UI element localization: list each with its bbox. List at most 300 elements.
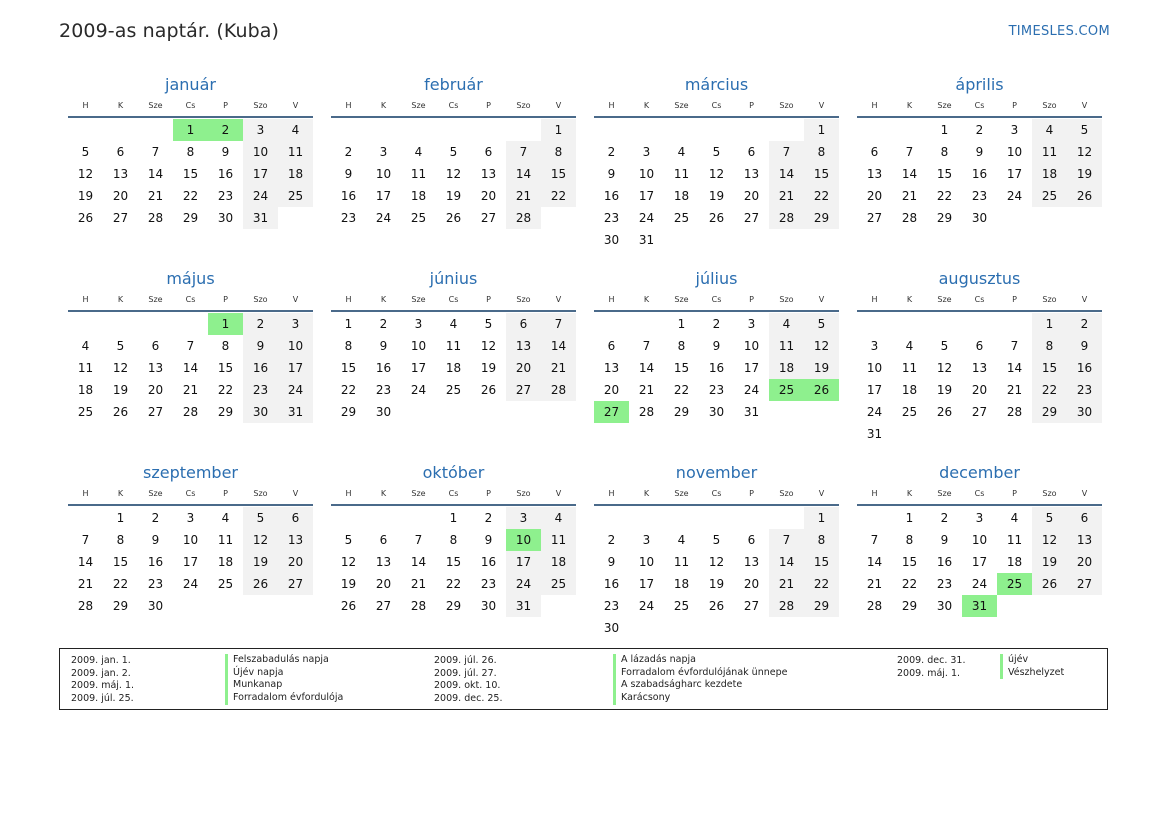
weekday-label: K: [380, 489, 387, 498]
day-cell: 8: [221, 339, 230, 353]
day-cell: 5: [1067, 119, 1102, 141]
month-name: május: [166, 269, 215, 288]
day-cell: 15: [445, 555, 462, 569]
day-cell: 17: [1006, 167, 1023, 181]
day-cell: 26: [340, 599, 357, 613]
day-cell: 28: [901, 211, 918, 225]
weekday-label: V: [818, 295, 825, 304]
day-cell: 1: [905, 511, 914, 525]
empty-cell: [857, 507, 892, 529]
day-cell: 24: [410, 383, 427, 397]
day-cell: 7: [414, 533, 423, 547]
day-cell: 11: [278, 141, 313, 163]
day-cell: 25: [445, 383, 462, 397]
day-cell: 16: [375, 361, 392, 375]
day-cell: 13: [1067, 529, 1102, 551]
month-name: október: [422, 463, 485, 482]
day-cell: 4: [769, 313, 804, 335]
day-cell: 22: [673, 383, 690, 397]
day-cell: 10: [1006, 145, 1023, 159]
day-cell: 15: [936, 167, 953, 181]
empty-cell: [594, 119, 629, 141]
day-cell: 29: [445, 599, 462, 613]
weekday-header: [594, 96, 839, 118]
day-cell: 11: [217, 533, 234, 547]
day-cell: 11: [673, 555, 690, 569]
day-cell: 6: [870, 145, 879, 159]
day-cell: 15: [673, 361, 690, 375]
empty-cell: [331, 119, 366, 141]
holiday-day: 26: [804, 379, 839, 401]
empty-cell: [594, 507, 629, 529]
day-cell: 28: [182, 405, 199, 419]
legend-holiday-name: Munkanap: [225, 679, 282, 692]
weekday-label: Szo: [253, 295, 268, 304]
holiday-day: 2: [208, 119, 243, 141]
day-cell: 31: [278, 401, 313, 423]
weekday-label: Sze: [411, 489, 426, 498]
weekday-label: V: [292, 489, 299, 498]
site-link[interactable]: TIMESLES.COM: [1008, 24, 1110, 39]
day-cell: 18: [278, 163, 313, 185]
day-cell: 26: [243, 573, 278, 595]
day-cell: 27: [866, 211, 883, 225]
weekday-label: Szo: [253, 101, 268, 110]
day-cell: 11: [673, 167, 690, 181]
weekday-label: V: [292, 101, 299, 110]
day-cell: 10: [638, 555, 655, 569]
empty-cell: [401, 119, 436, 141]
day-grid: [68, 312, 313, 423]
day-cell: 13: [278, 529, 313, 551]
month-name: február: [424, 75, 483, 94]
day-cell: 1: [1032, 313, 1067, 335]
day-cell: 5: [804, 313, 839, 335]
weekday-label: Cs: [974, 101, 985, 110]
day-cell: 27: [506, 379, 541, 401]
day-cell: 25: [77, 405, 94, 419]
day-cell: 1: [677, 317, 686, 331]
day-cell: 16: [603, 577, 620, 591]
weekday-label: V: [818, 489, 825, 498]
weekday-header: [68, 484, 313, 506]
weekday-label: Sze: [937, 101, 952, 110]
day-cell: 8: [804, 529, 839, 551]
day-cell: 23: [375, 383, 392, 397]
day-cell: 14: [769, 551, 804, 573]
day-cell: 28: [506, 207, 541, 229]
day-cell: 12: [77, 167, 94, 181]
legend-holiday-name: Vészhelyzet: [1000, 667, 1064, 680]
weekday-label: Cs: [974, 295, 985, 304]
day-cell: 24: [866, 405, 883, 419]
day-cell: 16: [603, 189, 620, 203]
weekday-label: Sze: [937, 489, 952, 498]
day-cell: 15: [541, 163, 576, 185]
day-cell: 18: [1032, 163, 1067, 185]
empty-cell: [401, 507, 436, 529]
day-cell: 24: [182, 577, 199, 591]
day-cell: 4: [541, 507, 576, 529]
day-cell: 12: [112, 361, 129, 375]
month-calendar: [331, 462, 576, 656]
day-cell: 5: [243, 507, 278, 529]
day-cell: 28: [769, 207, 804, 229]
day-cell: 26: [936, 405, 953, 419]
weekday-header: [68, 290, 313, 312]
day-cell: 29: [340, 405, 357, 419]
day-cell: 3: [379, 145, 388, 159]
day-cell: 4: [221, 511, 230, 525]
weekday-label: P: [1012, 101, 1017, 110]
weekday-label: K: [117, 489, 124, 498]
day-cell: 2: [151, 511, 160, 525]
day-cell: 7: [642, 339, 651, 353]
month-calendar: [857, 74, 1102, 268]
day-cell: 9: [1067, 335, 1102, 357]
day-cell: 20: [603, 383, 620, 397]
weekday-header: [857, 96, 1102, 118]
day-cell: 28: [866, 599, 883, 613]
day-cell: 6: [116, 145, 125, 159]
weekday-label: V: [555, 489, 562, 498]
weekday-label: Sze: [411, 295, 426, 304]
weekday-label: Cs: [448, 295, 459, 304]
day-cell: 12: [1032, 529, 1067, 551]
day-cell: 2: [712, 317, 721, 331]
day-cell: 26: [1032, 573, 1067, 595]
day-cell: 26: [708, 599, 725, 613]
day-cell: 8: [186, 145, 195, 159]
day-cell: 30: [708, 405, 725, 419]
day-cell: 9: [975, 145, 984, 159]
day-cell: 11: [769, 335, 804, 357]
day-cell: 24: [278, 379, 313, 401]
month-calendar: [331, 74, 576, 268]
empty-cell: [138, 313, 173, 335]
weekday-label: P: [223, 489, 228, 498]
day-cell: 3: [642, 533, 651, 547]
legend-date: 2009. júl. 25.: [71, 692, 134, 704]
day-cell: 8: [541, 141, 576, 163]
day-cell: 27: [375, 599, 392, 613]
day-cell: 21: [410, 577, 427, 591]
day-cell: 19: [1067, 163, 1102, 185]
weekday-label: K: [643, 295, 650, 304]
day-cell: 16: [147, 555, 164, 569]
weekday-label: P: [223, 101, 228, 110]
day-cell: 2: [940, 511, 949, 525]
weekday-label: Cs: [185, 489, 196, 498]
weekday-header: [594, 290, 839, 312]
day-cell: 5: [940, 339, 949, 353]
weekday-label: P: [486, 101, 491, 110]
day-cell: 9: [940, 533, 949, 547]
day-cell: 25: [673, 599, 690, 613]
day-cell: 31: [243, 207, 278, 229]
day-cell: 10: [278, 335, 313, 357]
day-cell: 6: [607, 339, 616, 353]
day-cell: 13: [112, 167, 129, 181]
weekday-label: H: [345, 101, 352, 110]
weekday-label: P: [1012, 489, 1017, 498]
day-cell: 22: [445, 577, 462, 591]
month-calendar: [594, 74, 839, 268]
day-cell: 27: [743, 211, 760, 225]
weekday-label: Cs: [711, 101, 722, 110]
day-cell: 21: [901, 189, 918, 203]
weekday-header: [331, 484, 576, 506]
day-cell: 15: [804, 551, 839, 573]
day-cell: 16: [971, 167, 988, 181]
day-cell: 2: [379, 317, 388, 331]
month-name: július: [695, 269, 738, 288]
empty-cell: [471, 119, 506, 141]
day-cell: 28: [541, 379, 576, 401]
month-name: június: [429, 269, 478, 288]
day-cell: 23: [480, 577, 497, 591]
day-cell: 1: [449, 511, 458, 525]
day-cell: 12: [708, 555, 725, 569]
empty-cell: [629, 313, 664, 335]
day-cell: 21: [638, 383, 655, 397]
legend-date: 2009. júl. 27.: [434, 667, 497, 679]
day-cell: 14: [410, 555, 427, 569]
day-cell: 23: [603, 211, 620, 225]
legend-date: 2009. jan. 1.: [71, 654, 131, 666]
day-cell: 26: [77, 211, 94, 225]
day-cell: 11: [1006, 533, 1023, 547]
day-cell: 5: [116, 339, 125, 353]
day-cell: 29: [804, 207, 839, 229]
day-cell: 16: [708, 361, 725, 375]
day-cell: 9: [221, 145, 230, 159]
day-cell: 31: [866, 427, 883, 441]
weekday-header: [331, 290, 576, 312]
day-cell: 18: [541, 551, 576, 573]
empty-cell: [857, 313, 892, 335]
day-cell: 3: [747, 317, 756, 331]
day-cell: 19: [936, 383, 953, 397]
day-cell: 4: [449, 317, 458, 331]
day-cell: 14: [77, 555, 94, 569]
weekday-label: V: [1081, 489, 1088, 498]
day-cell: 20: [112, 189, 129, 203]
day-cell: 6: [484, 145, 493, 159]
weekday-label: P: [749, 489, 754, 498]
day-cell: 12: [936, 361, 953, 375]
legend-date: 2009. júl. 26.: [434, 654, 497, 666]
weekday-label: H: [608, 295, 615, 304]
day-cell: 13: [480, 167, 497, 181]
day-cell: 22: [217, 383, 234, 397]
month-calendar: [331, 268, 576, 462]
day-cell: 3: [414, 317, 423, 331]
day-cell: 23: [971, 189, 988, 203]
empty-cell: [629, 119, 664, 141]
day-cell: 21: [506, 185, 541, 207]
empty-cell: [68, 313, 103, 335]
day-cell: 3: [1010, 123, 1019, 137]
day-cell: 14: [541, 335, 576, 357]
weekday-label: V: [1081, 101, 1088, 110]
day-cell: 12: [708, 167, 725, 181]
day-cell: 20: [743, 577, 760, 591]
day-cell: 10: [182, 533, 199, 547]
empty-cell: [366, 507, 401, 529]
empty-cell: [138, 119, 173, 141]
day-cell: 22: [340, 383, 357, 397]
weekday-label: K: [906, 295, 913, 304]
day-cell: 2: [344, 145, 353, 159]
day-cell: 8: [449, 533, 458, 547]
day-cell: 8: [804, 141, 839, 163]
day-cell: 15: [804, 163, 839, 185]
day-cell: 29: [182, 211, 199, 225]
weekday-label: H: [608, 101, 615, 110]
day-cell: 29: [673, 405, 690, 419]
day-cell: 22: [541, 185, 576, 207]
month-name: január: [165, 75, 216, 94]
day-cell: 6: [747, 145, 756, 159]
day-cell: 18: [673, 577, 690, 591]
day-cell: 4: [81, 339, 90, 353]
day-cell: 14: [866, 555, 883, 569]
day-cell: 6: [278, 507, 313, 529]
legend-date: 2009. máj. 1.: [897, 667, 961, 679]
day-cell: 2: [975, 123, 984, 137]
month-calendar: [594, 462, 839, 656]
day-cell: 31: [506, 595, 541, 617]
day-cell: 24: [638, 211, 655, 225]
weekday-label: K: [380, 101, 387, 110]
day-cell: 4: [677, 145, 686, 159]
day-cell: 24: [743, 383, 760, 397]
day-cell: 23: [1067, 379, 1102, 401]
day-cell: 2: [607, 145, 616, 159]
legend-holiday-name: Forradalom évfordulójának ünnepe: [613, 667, 787, 680]
day-cell: 19: [243, 551, 278, 573]
day-cell: 25: [1032, 185, 1067, 207]
day-cell: 29: [217, 405, 234, 419]
weekday-label: Cs: [711, 295, 722, 304]
day-cell: 8: [1032, 335, 1067, 357]
day-cell: 17: [971, 555, 988, 569]
day-cell: 28: [769, 595, 804, 617]
day-cell: 20: [866, 189, 883, 203]
empty-cell: [68, 507, 103, 529]
day-cell: 25: [673, 211, 690, 225]
month-name: március: [684, 75, 749, 94]
day-cell: 3: [506, 507, 541, 529]
month-name: szeptember: [142, 463, 238, 482]
weekday-label: Cs: [185, 295, 196, 304]
day-cell: 2: [243, 313, 278, 335]
day-cell: 25: [410, 211, 427, 225]
day-cell: 5: [1032, 507, 1067, 529]
empty-cell: [699, 507, 734, 529]
day-cell: 12: [804, 335, 839, 357]
legend-date: 2009. dec. 31.: [897, 654, 966, 666]
empty-cell: [68, 119, 103, 141]
empty-cell: [436, 119, 471, 141]
day-cell: 27: [112, 211, 129, 225]
day-cell: 29: [936, 211, 953, 225]
day-cell: 22: [804, 573, 839, 595]
day-cell: 19: [112, 383, 129, 397]
empty-cell: [997, 313, 1032, 335]
day-cell: 30: [603, 621, 620, 635]
day-cell: 23: [217, 189, 234, 203]
weekday-label: Sze: [674, 295, 689, 304]
day-cell: 9: [607, 167, 616, 181]
day-cell: 29: [804, 595, 839, 617]
weekday-label: Sze: [148, 101, 163, 110]
day-cell: 9: [484, 533, 493, 547]
empty-cell: [331, 507, 366, 529]
day-cell: 7: [81, 533, 90, 547]
day-cell: 10: [743, 339, 760, 353]
day-cell: 17: [866, 383, 883, 397]
day-cell: 3: [186, 511, 195, 525]
day-cell: 27: [147, 405, 164, 419]
weekday-label: Sze: [937, 295, 952, 304]
day-cell: 30: [243, 401, 278, 423]
day-cell: 19: [77, 189, 94, 203]
weekday-label: Cs: [185, 101, 196, 110]
day-cell: 17: [638, 577, 655, 591]
day-cell: 26: [480, 383, 497, 397]
weekday-header: [594, 484, 839, 506]
day-cell: 17: [410, 361, 427, 375]
month-calendar: [594, 268, 839, 462]
day-cell: 9: [151, 533, 160, 547]
day-cell: 3: [975, 511, 984, 525]
weekday-label: H: [345, 489, 352, 498]
day-cell: 18: [1006, 555, 1023, 569]
day-cell: 5: [449, 145, 458, 159]
day-cell: 22: [936, 189, 953, 203]
weekday-label: Szo: [779, 295, 794, 304]
day-grid: [68, 118, 313, 229]
day-cell: 21: [541, 357, 576, 379]
empty-cell: [857, 119, 892, 141]
day-cell: 19: [340, 577, 357, 591]
holiday-day: 1: [173, 119, 208, 141]
day-grid: [331, 312, 576, 423]
day-cell: 19: [708, 577, 725, 591]
weekday-label: Szo: [779, 101, 794, 110]
weekday-label: P: [486, 489, 491, 498]
day-cell: 14: [638, 361, 655, 375]
day-cell: 20: [375, 577, 392, 591]
weekday-label: V: [292, 295, 299, 304]
day-grid: [857, 506, 1102, 617]
legend-holiday-name: Felszabadulás napja: [225, 654, 329, 667]
day-cell: 16: [243, 357, 278, 379]
day-cell: 16: [480, 555, 497, 569]
legend-holiday-name: A lázadás napja: [613, 654, 696, 667]
holiday-day: 25: [769, 379, 804, 401]
day-cell: 26: [708, 211, 725, 225]
legend-holiday-name: A szabadságharc kezdete: [613, 679, 742, 692]
legend-date: 2009. máj. 1.: [71, 680, 135, 692]
day-cell: 12: [1067, 141, 1102, 163]
day-cell: 21: [1006, 383, 1023, 397]
day-cell: 9: [607, 555, 616, 569]
day-cell: 3: [243, 119, 278, 141]
weekday-label: H: [82, 295, 89, 304]
